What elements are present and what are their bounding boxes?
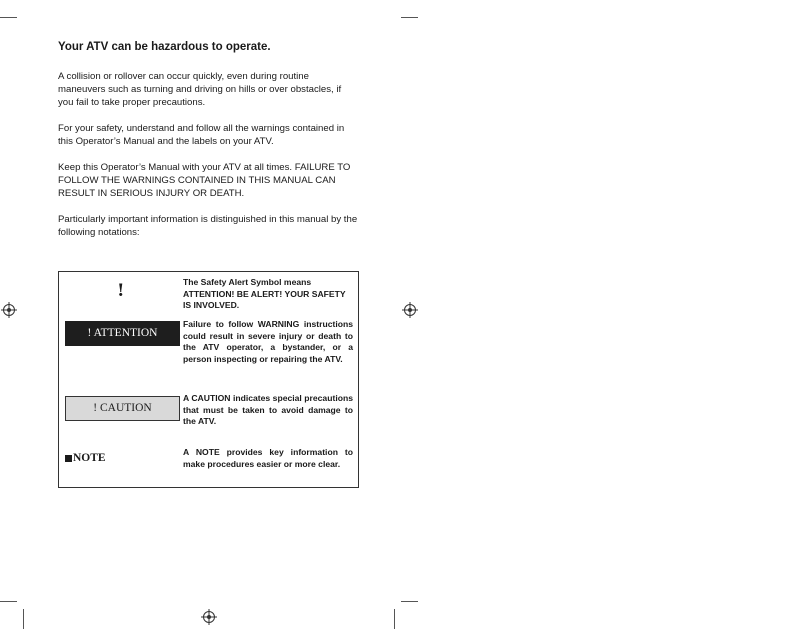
crop-mark-icon [401,601,418,602]
attention-description: Failure to follow WARNING instructions could result in severe injury or death to the ATV operator, a bystander, or a person inspecting or repairing the ATV. [183,319,353,364]
crop-mark-icon [401,17,418,18]
notations-box [58,271,359,488]
registration-mark-icon [3,304,15,316]
note-label [65,452,106,464]
paragraph-keep-manual: Keep this Operator’s Manual with your ATV at all times. FAILURE TO FOLLOW THE WARNINGS CONTAINED IN THIS MANUAL CAN RESULT IN SERIOUS INJURY OR DEATH. [58,162,351,199]
notation-labels [59,272,183,487]
square-bullet-icon [65,455,72,462]
page-title: Your ATV can be hazardous to operate. [58,41,271,53]
paragraph-safety: For your safety, understand and follow all the warnings contained in this Operator’s Manual and the labels on your ATV. [58,123,345,147]
crop-mark-icon [0,601,17,602]
registration-mark-icon [404,304,416,316]
caution-label: ! CAUTION [65,396,180,421]
attention-label: ! ATTENTION [65,321,180,346]
crop-mark-icon [394,609,395,629]
note-description: A NOTE provides key information to make procedures easier or more clear. [183,447,353,469]
alert-symbol-description: The Safety Alert Symbol means ATTENTION! BE ALERT! YOUR SAFETY IS INVOLVED. [183,277,346,310]
paragraph-notations: Particularly important information is distinguished in this manual by the following notations: [58,214,358,238]
note-label-text: NOTE [73,452,106,464]
caution-description: A CAUTION indicates special precautions that must be taken to avoid damage to the ATV. [183,393,353,426]
crop-mark-icon [23,609,24,629]
safety-alert-icon: ! [117,281,125,301]
crop-mark-icon [0,17,17,18]
registration-mark-icon [203,611,215,623]
page-content [58,40,358,252]
paragraph-rollover: A collision or rollover can occur quickly, even during routine maneuvers such as turning and driving on hills or over obstacles, if you fail to take proper precautions. [58,71,342,108]
